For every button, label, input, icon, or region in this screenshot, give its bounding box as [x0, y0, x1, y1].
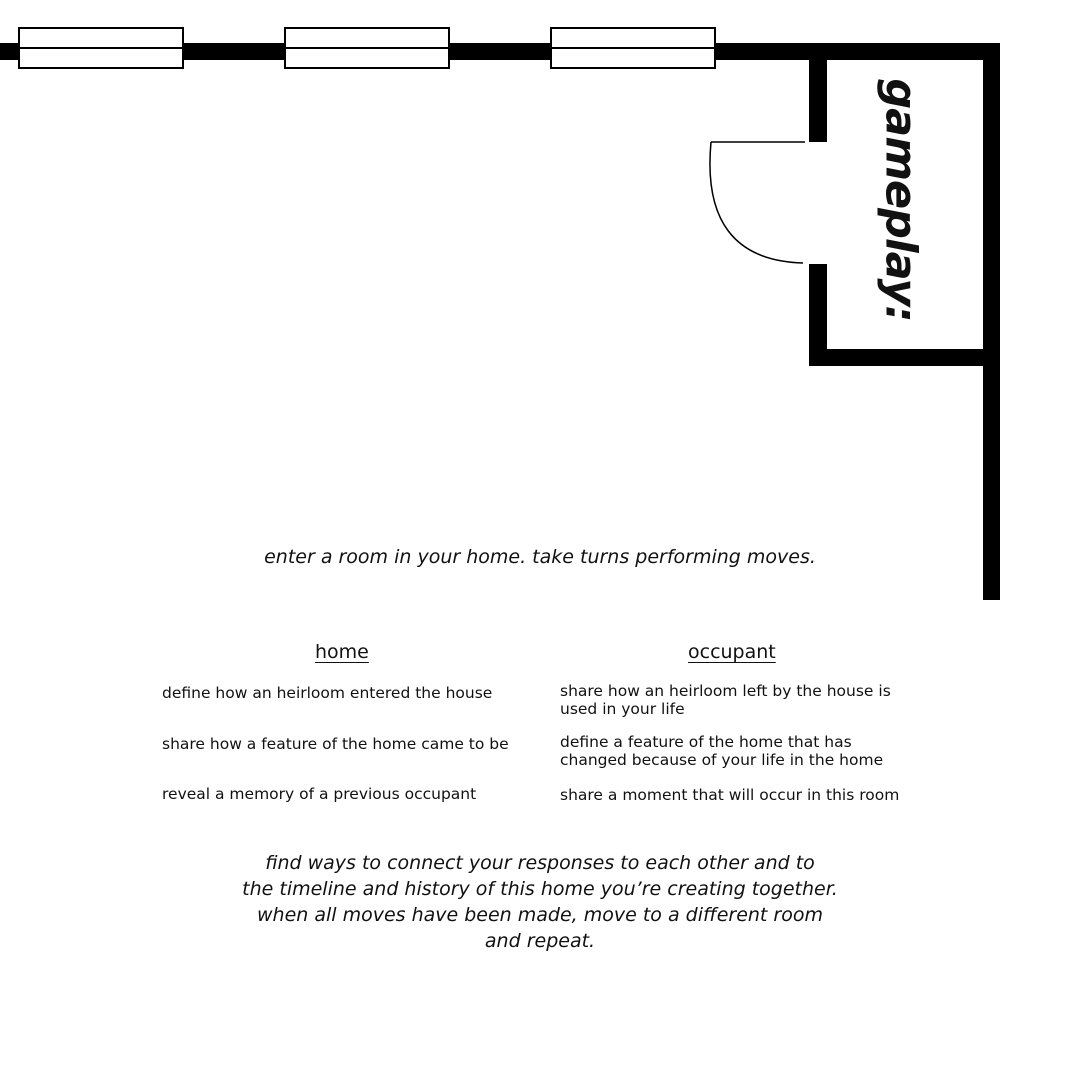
right-wall [983, 43, 1000, 600]
outro-line-3: when all moves have been made, move to a different room [256, 904, 823, 926]
door-swing [710, 142, 805, 263]
occupant-heading: occupant [688, 641, 776, 663]
home-move-1: define how an heirloom entered the house [162, 684, 493, 702]
closet-wall-upper [809, 43, 827, 142]
closet-bottom-wall [809, 349, 1000, 366]
home-heading: home [315, 641, 369, 663]
occupant-move-3: share a moment that will occur in this room [560, 786, 900, 804]
window-3 [551, 28, 715, 68]
home-move-3: reveal a memory of a previous occupant [162, 785, 477, 803]
window-2 [285, 28, 449, 68]
intro-text: enter a room in your home. take turns performing moves. [264, 546, 816, 568]
home-move-2: share how a feature of the home came to be [162, 735, 509, 753]
occupant-move-2: define a feature of the home that has changed because of your life in the home [560, 733, 884, 769]
outro-line-2: the timeline and history of this home you’re creating together. [242, 878, 838, 900]
occupant-move-1: share how an heirloom left by the house is used in your life [560, 682, 891, 718]
outro-line-4: and repeat. [484, 930, 596, 952]
page-title: gameplay: [875, 78, 926, 322]
outro-line-1: find ways to connect your responses to each other and to [265, 852, 815, 874]
outro-text [0, 850, 1080, 954]
window-1 [19, 28, 183, 68]
